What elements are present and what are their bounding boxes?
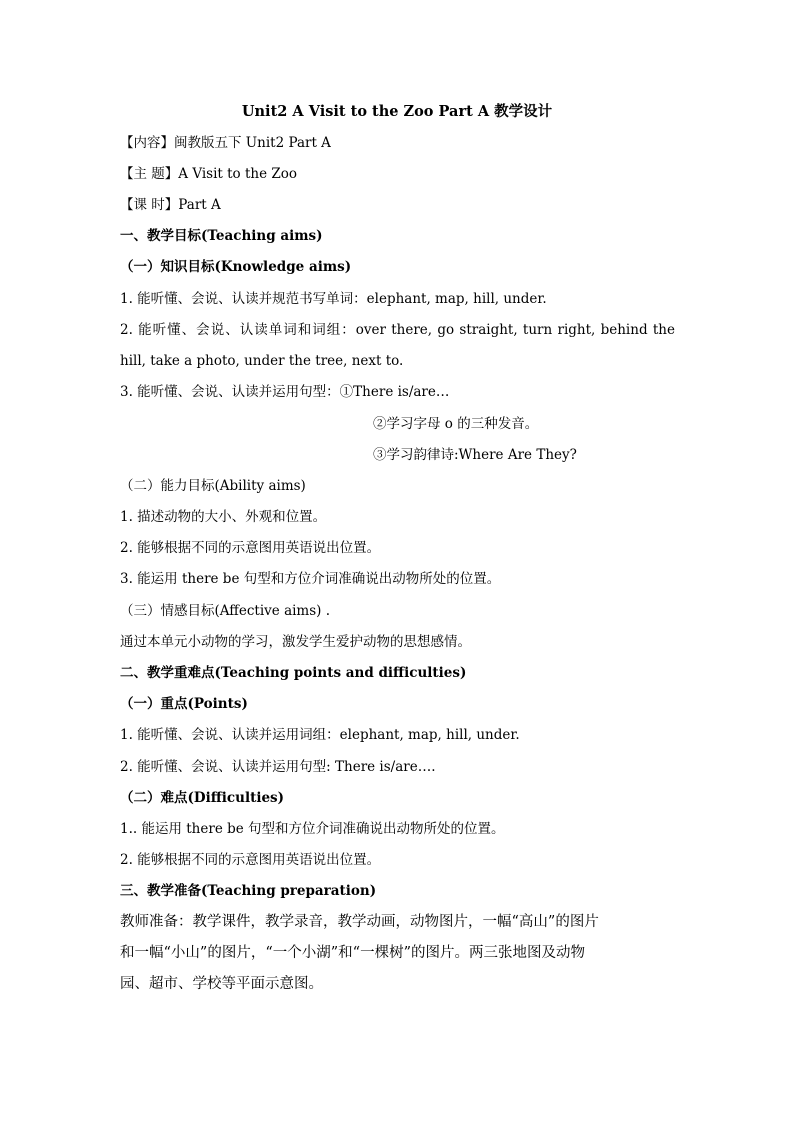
knowledge-item-2-line1: 2. 能听懂、会说、认读单词和词组：over there, go straight, turn right, behind the bbox=[120, 322, 675, 338]
points-item-2: 2. 能听懂、会说、认读并运用句型: There is/are…. bbox=[120, 759, 436, 775]
difficulties-heading: （二）难点(Difficulties) bbox=[120, 790, 285, 806]
header-period: 【课 时】Part A bbox=[120, 197, 221, 213]
preparation-line-2: 和一幅“小山”的图片，“一个小湖”和“一棵树”的图片。两三张地图及动物 bbox=[120, 945, 585, 961]
section1-heading: 一、教学目标(Teaching aims) bbox=[120, 228, 323, 244]
knowledge-item-3-sub2: ③学习韵律诗:Where Are They? bbox=[373, 447, 577, 463]
knowledge-item-2-line2: hill, take a photo, under the tree, next to. bbox=[120, 353, 404, 369]
section3-heading: 三、教学准备(Teaching preparation) bbox=[120, 883, 377, 899]
knowledge-item-1: 1. 能听懂、会说、认读并规范书写单词：elephant, map, hill, under. bbox=[120, 291, 547, 307]
knowledge-aims-heading: （一）知识目标(Knowledge aims) bbox=[120, 259, 352, 275]
affective-text: 通过本单元小动物的学习，激发学生爱护动物的思想感情。 bbox=[120, 634, 471, 650]
knowledge-item-3-sub1: ②学习字母 o 的三种发音。 bbox=[373, 416, 539, 432]
difficulties-item-1: 1.. 能运用 there be 句型和方位介词准确说出动物所处的位置。 bbox=[120, 821, 505, 837]
preparation-line-3: 园、超市、学校等平面示意图。 bbox=[120, 976, 323, 992]
affective-aims-heading: （三）情感目标(Affective aims) . bbox=[120, 603, 331, 619]
ability-item-2: 2. 能够根据不同的示意图用英语说出位置。 bbox=[120, 540, 381, 556]
points-item-1: 1. 能听懂、会说、认读并运用词组：elephant, map, hill, under. bbox=[120, 727, 520, 743]
difficulties-item-2: 2. 能够根据不同的示意图用英语说出位置。 bbox=[120, 852, 381, 868]
document-title: Unit2 A Visit to the Zoo Part A 教学设计 bbox=[241, 103, 553, 120]
section2-heading: 二、教学重难点(Teaching points and difficulties) bbox=[120, 665, 467, 681]
ability-item-3: 3. 能运用 there be 句型和方位介词准确说出动物所处的位置。 bbox=[120, 571, 501, 587]
header-content: 【内容】闽教版五下 Unit2 Part A bbox=[120, 135, 331, 151]
header-topic: 【主 题】A Visit to the Zoo bbox=[120, 166, 298, 182]
ability-item-1: 1. 描述动物的大小、外观和位置。 bbox=[120, 509, 327, 525]
points-heading: （一）重点(Points) bbox=[120, 696, 248, 712]
ability-aims-heading: （二）能力目标(Ability aims) bbox=[120, 478, 306, 494]
preparation-line-1: 教师准备：教学课件，教学录音，教学动画，动物图片，一幅“高山”的图片 bbox=[120, 914, 599, 930]
knowledge-item-3: 3. 能听懂、会说、认读并运用句型：①There is/are… bbox=[120, 384, 450, 400]
